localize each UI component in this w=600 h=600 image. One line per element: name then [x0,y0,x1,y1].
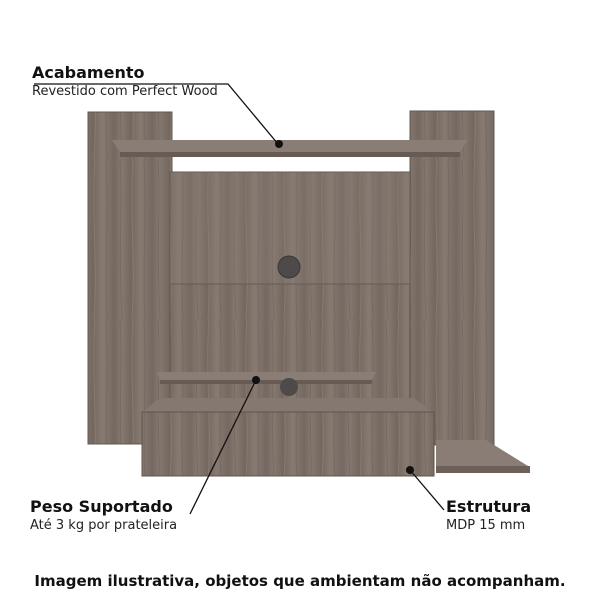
cabinet-top [142,398,432,412]
finish-callout [32,63,218,101]
cable-hole-lower [280,378,298,396]
top-shelf [112,140,468,152]
structure-leader-dot [406,466,414,474]
lower-cabinet [142,412,434,476]
weight-leader-dot [252,376,260,384]
structure-subtitle: MDP 15 mm [446,518,526,533]
finish-subtitle: Revestido com Perfect Wood [32,84,218,99]
finish-leader-dot [275,140,283,148]
middle-shelf [157,372,376,380]
weight-subtitle: Até 3 kg por prateleira [30,518,178,533]
finish-title: Acabamento [32,63,145,82]
structure-callout [446,497,531,535]
bottom-right-shelf [436,440,528,466]
weight-callout [30,497,177,535]
right-side-panel [410,111,494,445]
weight-title: Peso Suportado [30,497,173,516]
disclaimer-text: Imagem ilustrativa, objetos que ambientam não acompanham. [34,572,566,590]
structure-title: Estrutura [446,497,532,516]
left-side-panel [88,112,172,444]
